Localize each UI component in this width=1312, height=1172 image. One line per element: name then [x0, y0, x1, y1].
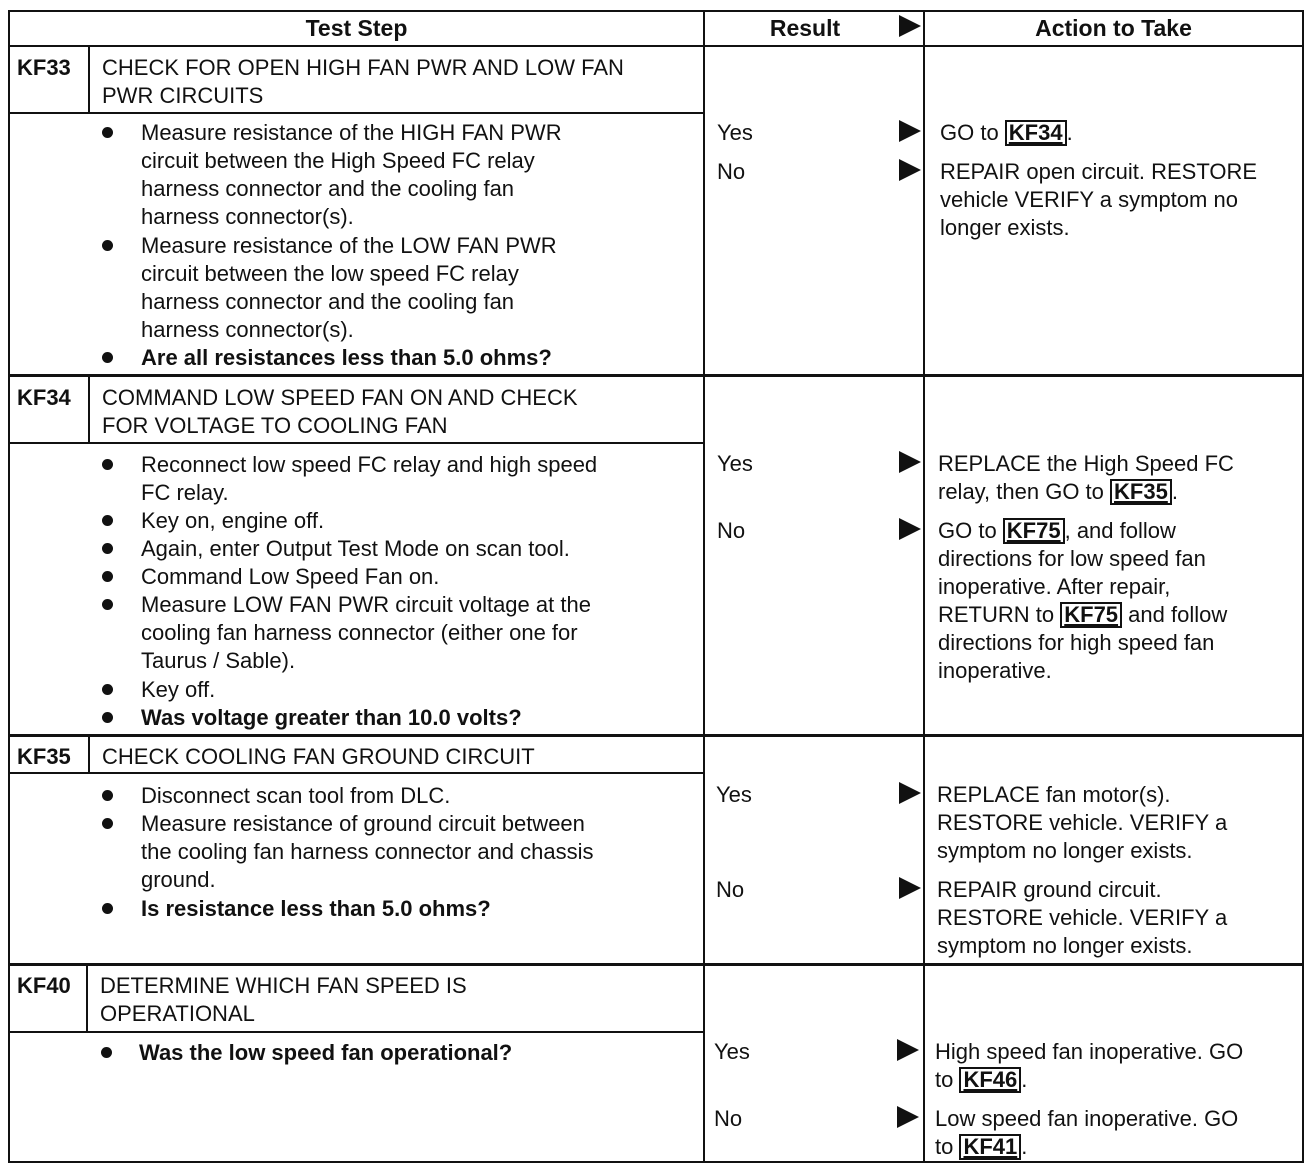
kf33-result-yes: Yes: [717, 120, 753, 145]
header-result: Result: [769, 15, 841, 41]
ref-kf75[interactable]: KF75: [1003, 518, 1065, 544]
kf35-action-no-l1: REPAIR ground circuit.: [937, 877, 1162, 902]
kf33-b1-l3: harness connector and the cooling fan: [141, 176, 515, 201]
kf34-action-no-l3: inoperative. After repair,: [938, 574, 1171, 599]
kf33-action-yes: GO to KF34 .: [940, 120, 1073, 145]
kf34-action-no-l1: GO to KF75 , and follow: [938, 518, 1176, 543]
ref-kf34[interactable]: KF34: [1005, 120, 1067, 146]
kf35-b1: Disconnect scan tool from DLC.: [141, 783, 451, 808]
bullet-icon: [101, 1047, 112, 1058]
kf34-b2: Key on, engine off.: [141, 508, 325, 533]
result-arrow-icon: [899, 877, 921, 899]
result-arrow-icon: [897, 1039, 919, 1061]
header-test-step: Test Step: [305, 15, 408, 41]
kf33-b2-l2: circuit between the low speed FC relay: [141, 261, 519, 286]
kf34-title-underline: [8, 442, 705, 444]
bullet-icon: [102, 543, 113, 554]
kf35-action-yes-l1: REPLACE fan motor(s).: [937, 782, 1171, 807]
kf35-b2-l3: ground.: [141, 867, 216, 892]
section-divider-kf40: [8, 963, 1304, 966]
kf40-title-line-2: OPERATIONAL: [100, 1001, 255, 1026]
kf34-b3: Again, enter Output Test Mode on scan tool.: [141, 536, 570, 561]
section-divider-kf34: [8, 374, 1304, 377]
kf35-question: Is resistance less than 5.0 ohms?: [141, 896, 491, 921]
kf34-id-divider: [88, 376, 90, 443]
kf35-action-yes-l3: symptom no longer exists.: [937, 838, 1193, 863]
step-id-kf35: KF35: [17, 744, 71, 769]
bullet-icon: [102, 240, 113, 251]
table-right-border: [1302, 10, 1304, 1163]
kf33-b1-l2: circuit between the High Speed FC relay: [141, 148, 535, 173]
result-arrow-icon: [899, 782, 921, 804]
kf34-action-no-l2: directions for low speed fan: [938, 546, 1206, 571]
kf40-id-divider: [86, 965, 88, 1032]
kf34-result-no: No: [717, 518, 746, 543]
kf33-title-line-1: CHECK FOR OPEN HIGH FAN PWR AND LOW FAN: [102, 55, 624, 80]
bullet-icon: [102, 515, 113, 526]
kf33-result-no: No: [717, 159, 746, 184]
kf33-b1-l4: harness connector(s).: [141, 204, 354, 229]
result-arrow-icon: [899, 120, 921, 142]
result-arrow-icon: [899, 159, 921, 181]
table-left-border: [8, 10, 10, 1163]
kf33-b1-l1: Measure resistance of the HIGH FAN PWR: [141, 120, 562, 145]
kf33-b2-l3: harness connector and the cooling fan: [141, 289, 515, 314]
kf35-action-yes-l2: RESTORE vehicle. VERIFY a: [937, 810, 1228, 835]
result-arrow-icon: [899, 451, 921, 473]
kf35-action-no-l2: RESTORE vehicle. VERIFY a: [937, 905, 1228, 930]
kf35-result-yes: Yes: [716, 782, 752, 807]
kf40-result-yes: Yes: [714, 1039, 750, 1064]
bullet-icon: [102, 903, 113, 914]
bullet-icon: [102, 127, 113, 138]
kf34-action-yes-l1: REPLACE the High Speed FC: [938, 451, 1234, 476]
kf40-title-underline: [8, 1031, 705, 1033]
ref-kf41[interactable]: KF41: [959, 1134, 1021, 1160]
kf34-b5-l2: cooling fan harness connector (either one for: [141, 620, 578, 645]
kf34-b5-l1: Measure LOW FAN PWR circuit voltage at the: [141, 592, 591, 617]
section-divider-kf35: [8, 734, 1304, 737]
kf35-result-no: No: [716, 877, 745, 902]
kf34-b6: Key off.: [141, 677, 216, 702]
kf40-action-no-l2: to KF41 .: [935, 1134, 1028, 1159]
action-column-left-border: [923, 10, 925, 1163]
step-id-kf33: KF33: [17, 55, 71, 80]
kf40-question: Was the low speed fan operational?: [139, 1040, 513, 1065]
kf35-title-underline: [8, 772, 705, 774]
result-column-left-border: [703, 10, 705, 1163]
kf40-title-line-1: DETERMINE WHICH FAN SPEED IS: [100, 973, 467, 998]
bullet-icon: [102, 712, 113, 723]
bullet-icon: [102, 571, 113, 582]
kf40-action-yes-l2: to KF46 .: [935, 1067, 1028, 1092]
kf33-b2-l4: harness connector(s).: [141, 317, 354, 342]
kf34-action-no-l6: inoperative.: [938, 658, 1052, 683]
bullet-icon: [102, 352, 113, 363]
header-action: Action to Take: [1035, 15, 1192, 41]
kf34-title-line-1: COMMAND LOW SPEED FAN ON AND CHECK: [102, 385, 578, 410]
bullet-icon: [102, 684, 113, 695]
bullet-icon: [102, 599, 113, 610]
header-bottom-border: [8, 45, 1304, 47]
header-arrow-icon: [899, 15, 921, 37]
table-bottom-border: [8, 1161, 1304, 1163]
kf40-result-no: No: [714, 1106, 743, 1131]
bullet-icon: [102, 459, 113, 470]
kf33-id-divider: [88, 45, 90, 112]
kf33-question: Are all resistances less than 5.0 ohms?: [141, 345, 552, 370]
kf34-b5-l3: Taurus / Sable).: [141, 648, 296, 673]
kf34-action-yes-l2: relay, then GO to KF35 .: [938, 479, 1178, 504]
ref-kf46[interactable]: KF46: [959, 1067, 1021, 1093]
kf40-action-yes-l1: High speed fan inoperative. GO: [935, 1039, 1244, 1064]
ref-kf35[interactable]: KF35: [1110, 479, 1172, 505]
kf33-action-no-l2: vehicle VERIFY a symptom no: [940, 187, 1238, 212]
ref-kf75-return[interactable]: KF75: [1060, 602, 1122, 628]
kf34-question: Was voltage greater than 10.0 volts?: [141, 705, 522, 730]
kf35-b2-l2: the cooling fan harness connector and chassis: [141, 839, 594, 864]
kf40-action-no-l1: Low speed fan inoperative. GO: [935, 1106, 1239, 1131]
kf34-b1-l2: FC relay.: [141, 480, 229, 505]
bullet-icon: [102, 818, 113, 829]
kf34-title-line-2: FOR VOLTAGE TO COOLING FAN: [102, 413, 448, 438]
kf33-title-line-2: PWR CIRCUITS: [102, 83, 264, 108]
kf34-action-no-l4: RETURN to KF75 and follow: [938, 602, 1228, 627]
kf33-b2-l1: Measure resistance of the LOW FAN PWR: [141, 233, 557, 258]
kf34-result-yes: Yes: [717, 451, 753, 476]
result-arrow-icon: [897, 1106, 919, 1128]
kf34-action-no-l5: directions for high speed fan: [938, 630, 1215, 655]
bullet-icon: [102, 790, 113, 801]
kf35-action-no-l3: symptom no longer exists.: [937, 933, 1193, 958]
kf33-action-no-l1: REPAIR open circuit. RESTORE: [940, 159, 1258, 184]
result-arrow-icon: [899, 518, 921, 540]
kf35-id-divider: [88, 736, 90, 774]
kf33-title-underline: [8, 112, 705, 114]
kf34-b1-l1: Reconnect low speed FC relay and high speed: [141, 452, 598, 477]
step-id-kf40: KF40: [17, 973, 71, 998]
kf33-action-no-l3: longer exists.: [940, 215, 1070, 240]
step-id-kf34: KF34: [17, 385, 71, 410]
kf35-b2-l1: Measure resistance of ground circuit between: [141, 811, 585, 836]
kf35-title-line-1: CHECK COOLING FAN GROUND CIRCUIT: [102, 744, 535, 769]
kf34-b4: Command Low Speed Fan on.: [141, 564, 440, 589]
